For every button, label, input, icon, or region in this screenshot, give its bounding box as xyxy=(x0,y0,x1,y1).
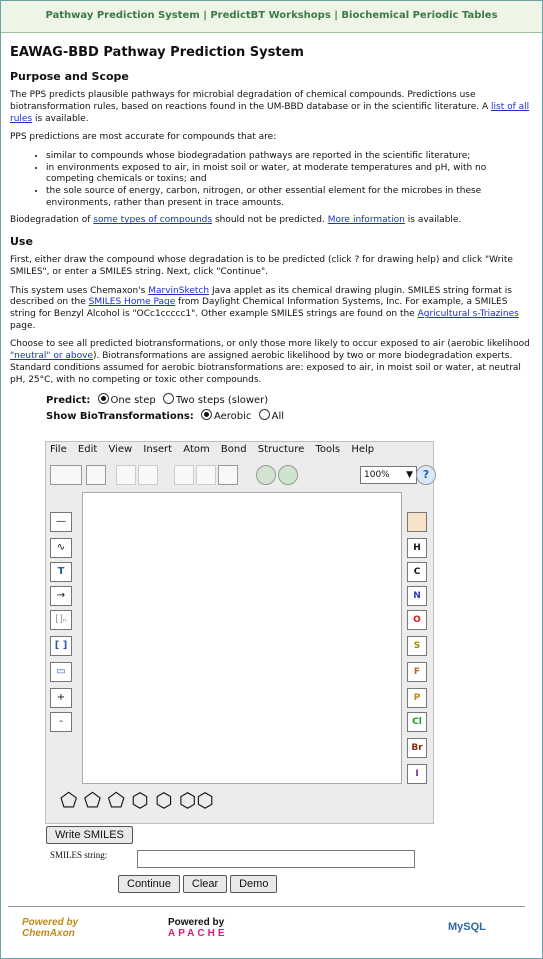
use-paragraph-1: First, either draw the compound whose degradation is to be predicted (click ? for drawing help) and click "Write SMILES", or enter a SMILES string. Next, click "Continue". xyxy=(10,255,513,278)
menu-edit[interactable]: Edit xyxy=(77,444,98,455)
chain-icon[interactable]: ∿ xyxy=(50,538,72,558)
help-icon[interactable]: ? xyxy=(416,465,436,485)
applet-toolbar xyxy=(46,462,433,488)
menu-atom[interactable]: Atom xyxy=(183,444,210,455)
element-n-button[interactable]: N xyxy=(407,586,427,606)
mysql-logo: MySQL xyxy=(448,921,486,933)
cyclohexane-ring-icon[interactable]: ⬡ xyxy=(131,788,149,812)
element-i-button[interactable]: I xyxy=(407,764,427,784)
nav-separator: | xyxy=(203,10,207,21)
element-cl-button[interactable]: Cl xyxy=(407,712,427,732)
triazines-link[interactable]: Agricultural s-Triazines xyxy=(417,309,519,320)
paste-icon[interactable] xyxy=(218,465,238,485)
single-bond-icon[interactable]: — xyxy=(50,512,72,532)
pyrrolidine-ring-icon[interactable]: ⬠ xyxy=(83,788,102,812)
write-smiles-button[interactable]: Write SMILES xyxy=(46,826,133,844)
sgroup-icon[interactable]: []ₙ xyxy=(50,610,72,630)
accuracy-intro: PPS predictions are most accurate for compounds that are: xyxy=(10,132,277,143)
benzene-ring-icon[interactable]: ⬡ xyxy=(155,788,173,812)
list-item: • in environments exposed to air, in moist soil or water, at moderate temperatures and pH, with no competing chemicals or toxins; and xyxy=(46,163,533,186)
rectangle-icon[interactable]: ▭ xyxy=(50,662,72,682)
negative-charge-icon[interactable]: - xyxy=(50,712,72,732)
smiles-input[interactable] xyxy=(137,850,415,868)
chemaxon-logo: Powered by ChemAxon xyxy=(22,917,79,939)
element-p-button[interactable]: P xyxy=(407,688,427,708)
positive-charge-icon[interactable]: + xyxy=(50,688,72,708)
apache-logo: Powered by APACHE xyxy=(168,917,228,939)
action-buttons xyxy=(118,875,277,893)
menu-view[interactable]: View xyxy=(108,444,133,455)
menu-file[interactable]: File xyxy=(50,444,67,455)
use-paragraph-2: This system uses Chemaxon's MarvinSketch Java applet as its chemical drawing plugin. SMILES string format is described on the SMILES Home Page from Daylight Chemical Information Systems, Inc. For example, a SMILES string for Benzyl Alcohol is "OCc1ccccc1". Other example SMILES strings are found on the Agricultural s-Triazines page. xyxy=(10,285,519,331)
zoom-select[interactable]: 100% ▼ xyxy=(360,466,417,484)
pentagon-ring-icon[interactable]: ⬠ xyxy=(60,788,78,812)
menu-insert[interactable]: Insert xyxy=(143,444,173,455)
demo-button[interactable]: Demo xyxy=(230,875,277,893)
predict-label: Predict: xyxy=(46,395,91,407)
copy-icon[interactable] xyxy=(196,465,216,485)
aerobic-label: Aerobic xyxy=(213,411,252,423)
marvinsketch-link[interactable]: MarvinSketch xyxy=(148,285,210,296)
more-information-link[interactable]: More information xyxy=(327,215,405,226)
menu-structure[interactable]: Structure xyxy=(257,444,305,455)
chevron-down-icon: ▼ xyxy=(406,470,413,480)
menu-help[interactable]: Help xyxy=(351,444,375,455)
element-o-button[interactable]: O xyxy=(407,610,427,630)
arrow-icon[interactable]: → xyxy=(50,586,72,606)
show-biotransformations-label: Show BioTransformations: xyxy=(46,411,194,423)
redo-icon[interactable] xyxy=(138,465,158,485)
use-paragraph-3: Choose to see all predicted biotransformations, or only those more likely to occur exposed to air (aerobic likelihood "neutral" or above). Biotransformations are assigned aerobic likelihood by two or more biodegradation experts. Standard conditions assumed for aerobic biotransformations are: exposed to air, in moist soil or water, at neutral pH, 25°C, with no competing or toxic other compounds. xyxy=(10,339,530,385)
cut-icon[interactable] xyxy=(174,465,194,485)
all-radio[interactable] xyxy=(259,409,270,420)
list-of-rules-link[interactable]: list of all rules xyxy=(10,101,530,124)
nav-separator: | xyxy=(334,10,338,21)
element-br-button[interactable]: Br xyxy=(407,738,427,758)
naphthalene-ring-icon[interactable]: ⬡⬡ xyxy=(178,788,214,812)
use-heading: Use xyxy=(10,235,33,249)
nav-link-periodic-tables[interactable]: Biochemical Periodic Tables xyxy=(341,10,498,21)
select-tool-icon[interactable] xyxy=(50,465,82,485)
smiles-label: SMILES string: xyxy=(50,850,108,860)
nav-link-pps[interactable]: Pathway Prediction System xyxy=(45,10,200,21)
element-s-button[interactable]: S xyxy=(407,636,427,656)
element-h-button[interactable]: H xyxy=(407,538,427,558)
purpose-heading: Purpose and Scope xyxy=(10,69,129,83)
page-title: EAWAG-BBD Pathway Prediction System xyxy=(10,45,304,60)
nav-link-workshops[interactable]: PredictBT Workshops xyxy=(210,10,331,21)
menu-tools[interactable]: Tools xyxy=(315,444,341,455)
periodic-table-icon[interactable] xyxy=(407,512,427,532)
element-f-button[interactable]: F xyxy=(407,662,427,682)
marvinsketch-applet[interactable] xyxy=(45,441,434,824)
two-steps-label: Two steps (slower) xyxy=(175,395,269,407)
purpose-paragraph: The PPS predicts plausible pathways for microbial degradation of chemical compounds. Predictions use biotransformation rules, based on reactions found in the UM-BBD database or in the scientific literature. A list of all rules is available. xyxy=(10,90,530,124)
list-item: • similar to compounds whose biodegradation pathways are reported in the scientific literature; xyxy=(46,151,533,163)
menu-bond[interactable]: Bond xyxy=(220,444,247,455)
smiles-home-link[interactable]: SMILES Home Page xyxy=(88,297,176,308)
list-item: • the sole source of energy, carbon, nitrogen, or other essential element for the microbes in these environments, rather than present in trace amounts. xyxy=(46,186,533,209)
undo-icon[interactable] xyxy=(116,465,136,485)
cyclopentane-ring-icon[interactable]: ⬠ xyxy=(107,788,125,812)
eraser-icon[interactable] xyxy=(86,465,106,485)
applet-menubar xyxy=(46,442,433,462)
compound-types-link[interactable]: some types of compounds xyxy=(93,215,213,226)
continue-button[interactable]: Continue xyxy=(118,875,180,893)
text-icon[interactable]: T xyxy=(50,562,72,582)
write-smiles-row xyxy=(46,826,133,844)
element-c-button[interactable]: C xyxy=(407,562,427,582)
clear-button[interactable]: Clear xyxy=(183,875,227,893)
zoom-out-icon[interactable] xyxy=(278,465,298,485)
drawing-canvas[interactable] xyxy=(82,492,402,784)
all-label: All xyxy=(271,411,285,423)
footer-logos xyxy=(8,906,525,955)
biodegradation-note: Biodegradation of some types of compounds should not be predicted. More information is available. xyxy=(10,215,462,226)
zoom-in-icon[interactable] xyxy=(256,465,276,485)
one-step-label: One step xyxy=(110,395,156,407)
one-step-radio[interactable] xyxy=(98,393,109,404)
ring-templates xyxy=(60,788,214,816)
bracket-icon[interactable]: [ ] xyxy=(50,636,72,656)
neutral-or-above-link[interactable]: "neutral" or above xyxy=(10,351,93,362)
